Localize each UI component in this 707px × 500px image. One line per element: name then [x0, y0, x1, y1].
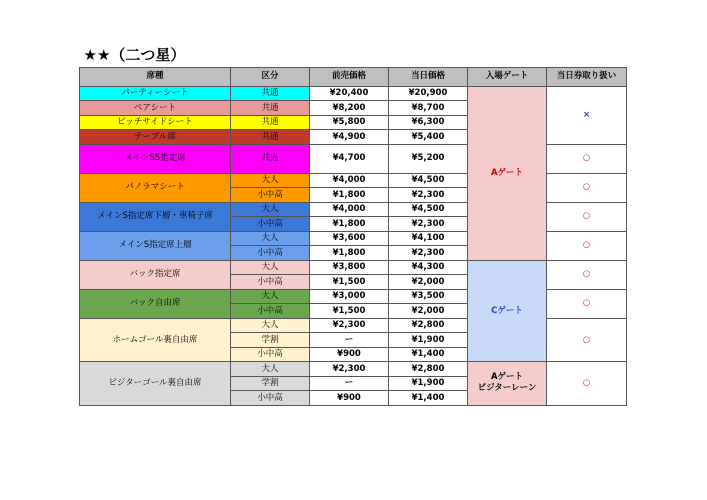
table-body [80, 86, 627, 405]
available-mark: ○ [547, 231, 627, 260]
advance-price-cell: ¥900 [310, 391, 389, 406]
gate-c-cell: Cゲート [468, 260, 547, 362]
seat-name: バック自由席 [80, 289, 231, 318]
available-mark: ○ [547, 144, 627, 173]
header-category: 区分 [231, 67, 310, 86]
not-available-mark: × [547, 86, 627, 144]
category-cell: 共通 [231, 86, 310, 101]
advance-price-cell: ー [310, 333, 389, 348]
seat-name: メインS指定席下層・車椅子席 [80, 202, 231, 231]
same-day-price-cell: ¥5,200 [389, 144, 468, 173]
advance-price-cell: ¥1,500 [310, 304, 389, 319]
same-day-price-cell: ¥2,800 [389, 362, 468, 377]
category-cell: 小中高 [231, 275, 310, 290]
same-day-price-cell: ¥2,000 [389, 304, 468, 319]
title-row [80, 44, 627, 67]
seat-name: パノラマシート [80, 173, 231, 202]
same-day-price-cell: ¥1,400 [389, 347, 468, 362]
seat-name: パーティーシート [80, 86, 231, 101]
advance-price-cell: ¥4,900 [310, 130, 389, 145]
available-mark: ○ [547, 362, 627, 406]
same-day-price-cell: ¥2,300 [389, 188, 468, 203]
table-row [80, 260, 627, 275]
advance-price-cell: ¥1,800 [310, 188, 389, 203]
same-day-price-cell: ¥4,500 [389, 202, 468, 217]
category-cell: 小中高 [231, 188, 310, 203]
advance-price-cell: ー [310, 376, 389, 391]
advance-price-cell: ¥2,300 [310, 318, 389, 333]
advance-price-cell: ¥2,300 [310, 362, 389, 377]
ticket-price-table [79, 44, 627, 406]
category-cell: 大人 [231, 260, 310, 275]
advance-price-cell: ¥4,000 [310, 202, 389, 217]
category-cell: 学割 [231, 333, 310, 348]
category-cell: 共通 [231, 130, 310, 145]
available-mark: ○ [547, 202, 627, 231]
advance-price-cell: ¥20,400 [310, 86, 389, 101]
same-day-price-cell: ¥4,500 [389, 173, 468, 188]
category-cell: 共通 [231, 115, 310, 130]
same-day-price-cell: ¥2,800 [389, 318, 468, 333]
same-day-price-cell: ¥1,400 [389, 391, 468, 406]
seat-name: ホームゴール裏自由席 [80, 318, 231, 362]
same-day-price-cell: ¥20,900 [389, 86, 468, 101]
advance-price-cell: ¥3,600 [310, 231, 389, 246]
seat-name: メインSS指定席 [80, 144, 231, 173]
advance-price-cell: ¥3,000 [310, 289, 389, 304]
same-day-price-cell: ¥4,100 [389, 231, 468, 246]
category-cell: 小中高 [231, 391, 310, 406]
header-same-day-sales: 当日券取り扱い [547, 67, 627, 86]
advance-price-cell: ¥1,800 [310, 246, 389, 261]
page-title: ★★（二つ星） [83, 45, 186, 64]
category-cell: 共通 [231, 101, 310, 116]
advance-price-cell: ¥1,500 [310, 275, 389, 290]
gate-visitor-cell [468, 362, 547, 406]
category-cell: 大人 [231, 362, 310, 377]
same-day-price-cell: ¥2,000 [389, 275, 468, 290]
header-same-day-price: 当日価格 [389, 67, 468, 86]
category-cell: 学割 [231, 376, 310, 391]
category-cell: 大人 [231, 289, 310, 304]
category-cell: 大人 [231, 231, 310, 246]
seat-name: バック指定席 [80, 260, 231, 289]
header-gate: 入場ゲート [468, 67, 547, 86]
seat-name: ペアシート [80, 101, 231, 116]
same-day-price-cell: ¥1,900 [389, 376, 468, 391]
same-day-price-cell: ¥1,900 [389, 333, 468, 348]
table-row [80, 362, 627, 377]
advance-price-cell: ¥5,800 [310, 115, 389, 130]
available-mark: ○ [547, 289, 627, 318]
category-cell: 共通 [231, 144, 310, 173]
available-mark: ○ [547, 260, 627, 289]
available-mark: ○ [547, 318, 627, 362]
seat-name: テーブル席 [80, 130, 231, 145]
available-mark: ○ [547, 173, 627, 202]
gate-visitor-line2: ビジターレーン [477, 383, 537, 394]
advance-price-cell: ¥8,200 [310, 101, 389, 116]
category-cell: 小中高 [231, 217, 310, 232]
same-day-price-cell: ¥8,700 [389, 101, 468, 116]
advance-price-cell: ¥4,700 [310, 144, 389, 173]
gate-visitor-line1: Aゲート [490, 371, 524, 382]
same-day-price-cell: ¥5,400 [389, 130, 468, 145]
seat-name: ピッチサイドシート [80, 115, 231, 130]
same-day-price-cell: ¥4,300 [389, 260, 468, 275]
category-cell: 大人 [231, 318, 310, 333]
same-day-price-cell: ¥2,300 [389, 217, 468, 232]
seat-name: メインS指定席上層 [80, 231, 231, 260]
category-cell: 小中高 [231, 304, 310, 319]
advance-price-cell: ¥900 [310, 347, 389, 362]
same-day-price-cell: ¥6,300 [389, 115, 468, 130]
category-cell: 大人 [231, 202, 310, 217]
category-cell: 大人 [231, 173, 310, 188]
same-day-price-cell: ¥2,300 [389, 246, 468, 261]
header-row [80, 67, 627, 86]
category-cell: 小中高 [231, 347, 310, 362]
table-row [80, 86, 627, 101]
advance-price-cell: ¥1,800 [310, 217, 389, 232]
header-advance-price: 前売価格 [310, 67, 389, 86]
gate-a-cell: Aゲート [468, 86, 547, 260]
advance-price-cell: ¥4,000 [310, 173, 389, 188]
category-cell: 小中高 [231, 246, 310, 261]
advance-price-cell: ¥3,800 [310, 260, 389, 275]
seat-name: ビジターゴール裏自由席 [80, 362, 231, 406]
same-day-price-cell: ¥3,500 [389, 289, 468, 304]
header-seat: 席種 [80, 67, 231, 86]
